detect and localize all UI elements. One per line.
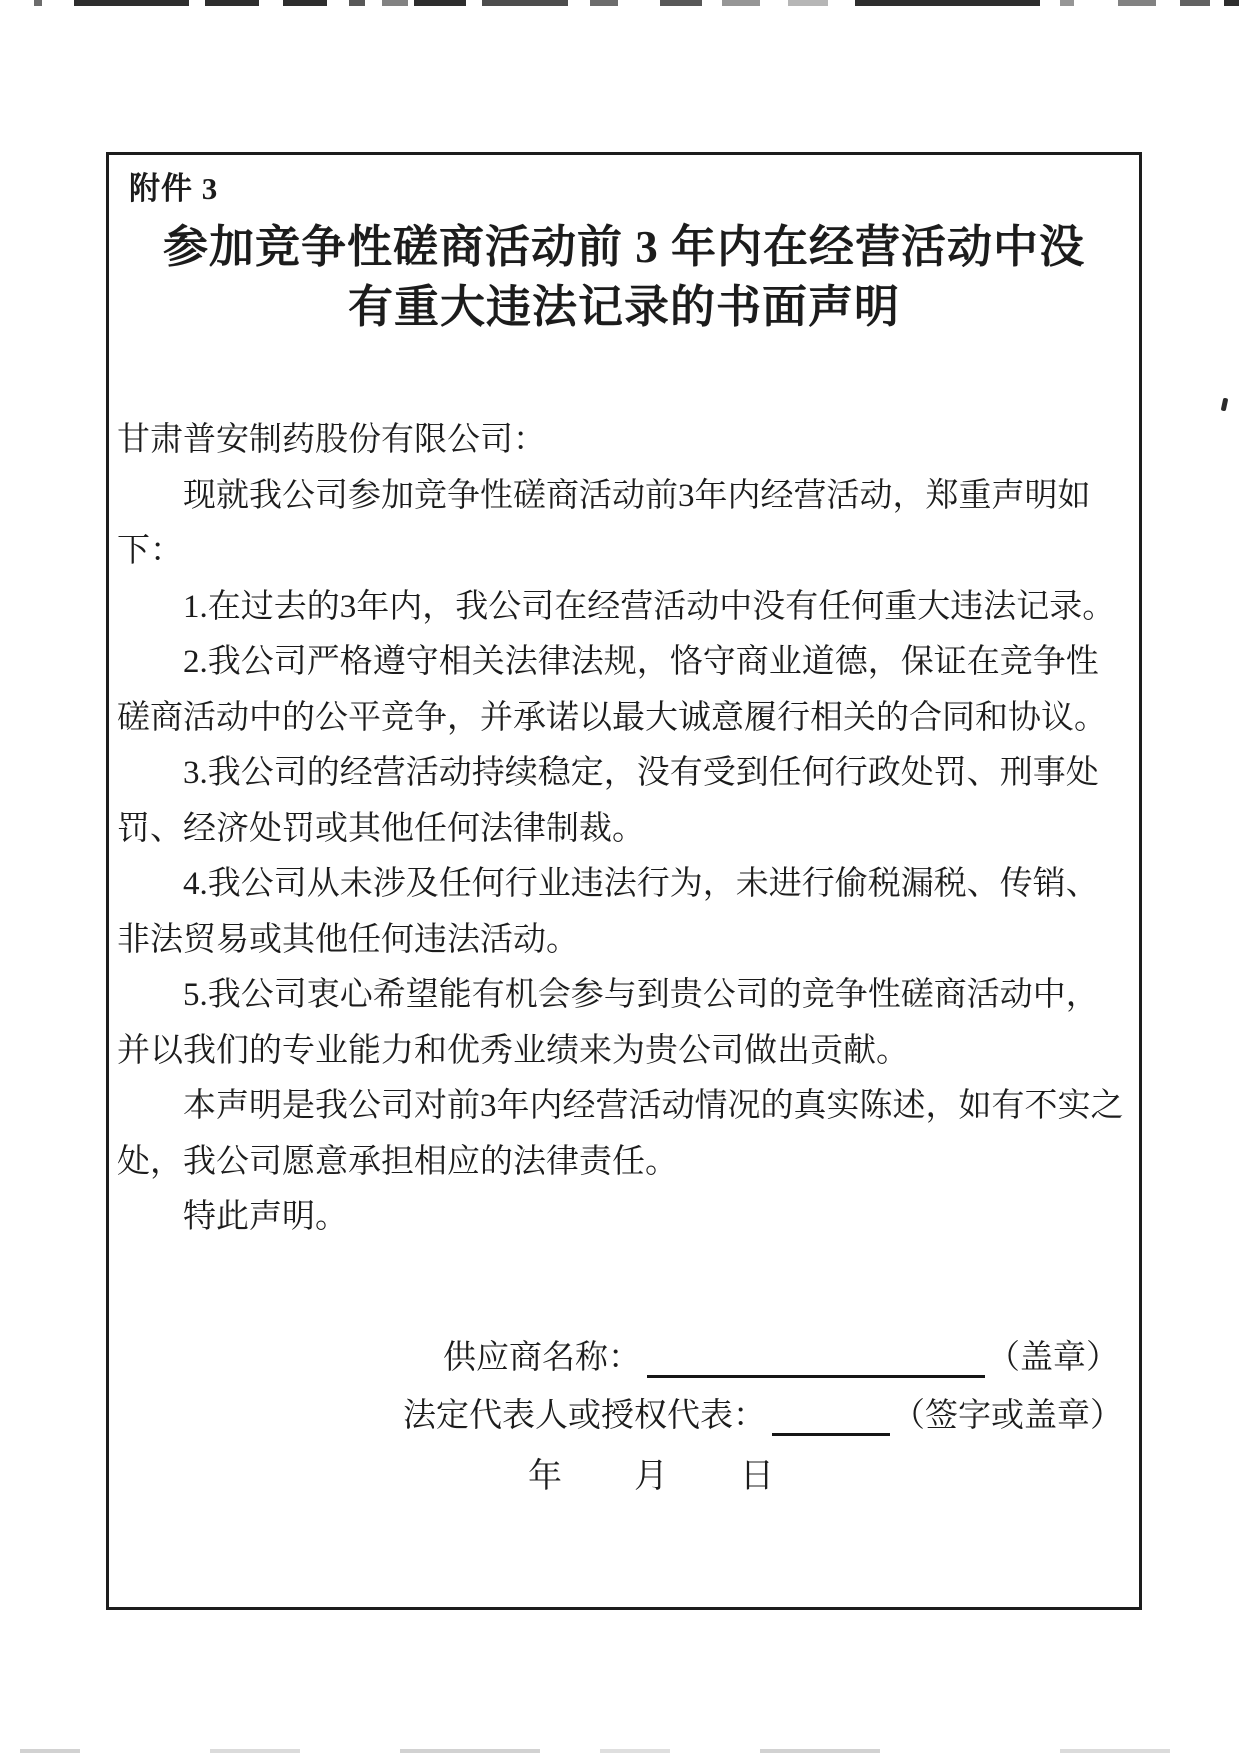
attachment-number-label: 附件 3	[129, 171, 219, 206]
addressee-line: 甘肃普安制药股份有限公司：	[117, 422, 546, 458]
scan-artifact-top-edge	[0, 0, 1239, 8]
representative-signature-row	[403, 1389, 1123, 1436]
body-line: 现就我公司参加竞争性磋商活动前3年内经营活动，郑重声明如	[183, 477, 1091, 514]
supplier-name-label: 供应商名称：	[443, 1340, 641, 1376]
scan-artifact-dash	[283, 0, 327, 6]
scan-artifact-dash	[600, 1749, 670, 1753]
representative-label: 法定代表人或授权代表：	[403, 1398, 766, 1434]
declaration-item-5: 5.我公司衷心希望能有机会参与到贵公司的竞争性磋商活动中，	[183, 977, 1099, 1013]
seal-note: （盖章）	[987, 1340, 1119, 1376]
document-title-line1: 参加竞争性磋商活动前 3 年内在经营活动中没	[162, 222, 1085, 272]
scan-artifact-dash	[20, 1749, 80, 1753]
scan-artifact-dash	[400, 1749, 540, 1753]
representative-blank-field	[772, 1393, 890, 1436]
sign-or-seal-note: （签字或盖章）	[892, 1398, 1123, 1434]
scan-artifact-dash	[590, 0, 618, 6]
scan-artifact-dash	[855, 0, 1040, 6]
supplier-name-blank-field	[647, 1335, 985, 1378]
date-row	[528, 1448, 774, 1497]
declaration-item-1: 1.在过去的3年内，我公司在经营活动中没有任何重大违法记录。	[183, 588, 1116, 625]
scan-artifact-dash	[34, 0, 42, 6]
scan-artifact-bottom-edge	[0, 1747, 1239, 1754]
document-title-line2: 有重大违法记录的书面声明	[347, 282, 900, 332]
scan-artifact-dash	[205, 0, 259, 6]
scan-artifact-dash	[74, 0, 189, 6]
scan-artifact-dash	[660, 0, 702, 6]
supplier-signature-row	[443, 1331, 1119, 1378]
body-line: 下：	[117, 533, 183, 569]
scan-artifact-dash	[1180, 0, 1210, 6]
scan-speck	[1221, 398, 1229, 412]
document-title	[109, 217, 1139, 337]
scan-artifact-dash	[788, 0, 828, 6]
declaration-body	[117, 413, 1139, 1246]
body-line: 处，我公司愿意承担相应的法律责任。	[117, 1143, 678, 1180]
scan-artifact-dash	[722, 0, 760, 6]
hereby-declare-line: 特此声明。	[183, 1199, 348, 1235]
date-year-label: 年	[528, 1458, 562, 1495]
scan-artifact-dash	[382, 0, 408, 6]
scan-artifact-dash	[482, 0, 568, 6]
scan-artifact-dash	[349, 0, 365, 6]
scan-artifact-dash	[210, 1749, 300, 1753]
body-line: 磋商活动中的公平竞争，并承诺以最大诚意履行相关的合同和协议。	[117, 699, 1107, 736]
declaration-item-2: 2.我公司严格遵守相关法律法规，恪守商业道德，保证在竞争性	[183, 644, 1099, 680]
body-line: 非法贸易或其他任何违法活动。	[117, 921, 579, 958]
date-month-label: 月	[634, 1458, 668, 1495]
scan-artifact-dash	[1060, 1749, 1170, 1753]
document-frame	[106, 152, 1142, 1610]
declaration-item-3: 3.我公司的经营活动持续稳定，没有受到任何行政处罚、刑事处	[183, 755, 1099, 791]
scan-artifact-dash	[1224, 0, 1239, 6]
body-line: 罚、经济处罚或其他任何法律制裁。	[117, 810, 645, 847]
scan-artifact-dash	[414, 0, 466, 6]
declaration-item-4: 4.我公司从未涉及任何行业违法行为，未进行偷税漏税、传销、	[183, 866, 1099, 902]
date-day-label: 日	[740, 1458, 774, 1495]
scan-artifact-dash	[1060, 0, 1074, 6]
body-line: 并以我们的专业能力和优秀业绩来为贵公司做出贡献。	[117, 1032, 909, 1069]
scan-artifact-dash	[760, 1749, 880, 1753]
scan-artifact-dash	[1118, 0, 1156, 6]
closing-statement: 本声明是我公司对前3年内经营活动情况的真实陈述，如有不实之	[183, 1088, 1124, 1124]
